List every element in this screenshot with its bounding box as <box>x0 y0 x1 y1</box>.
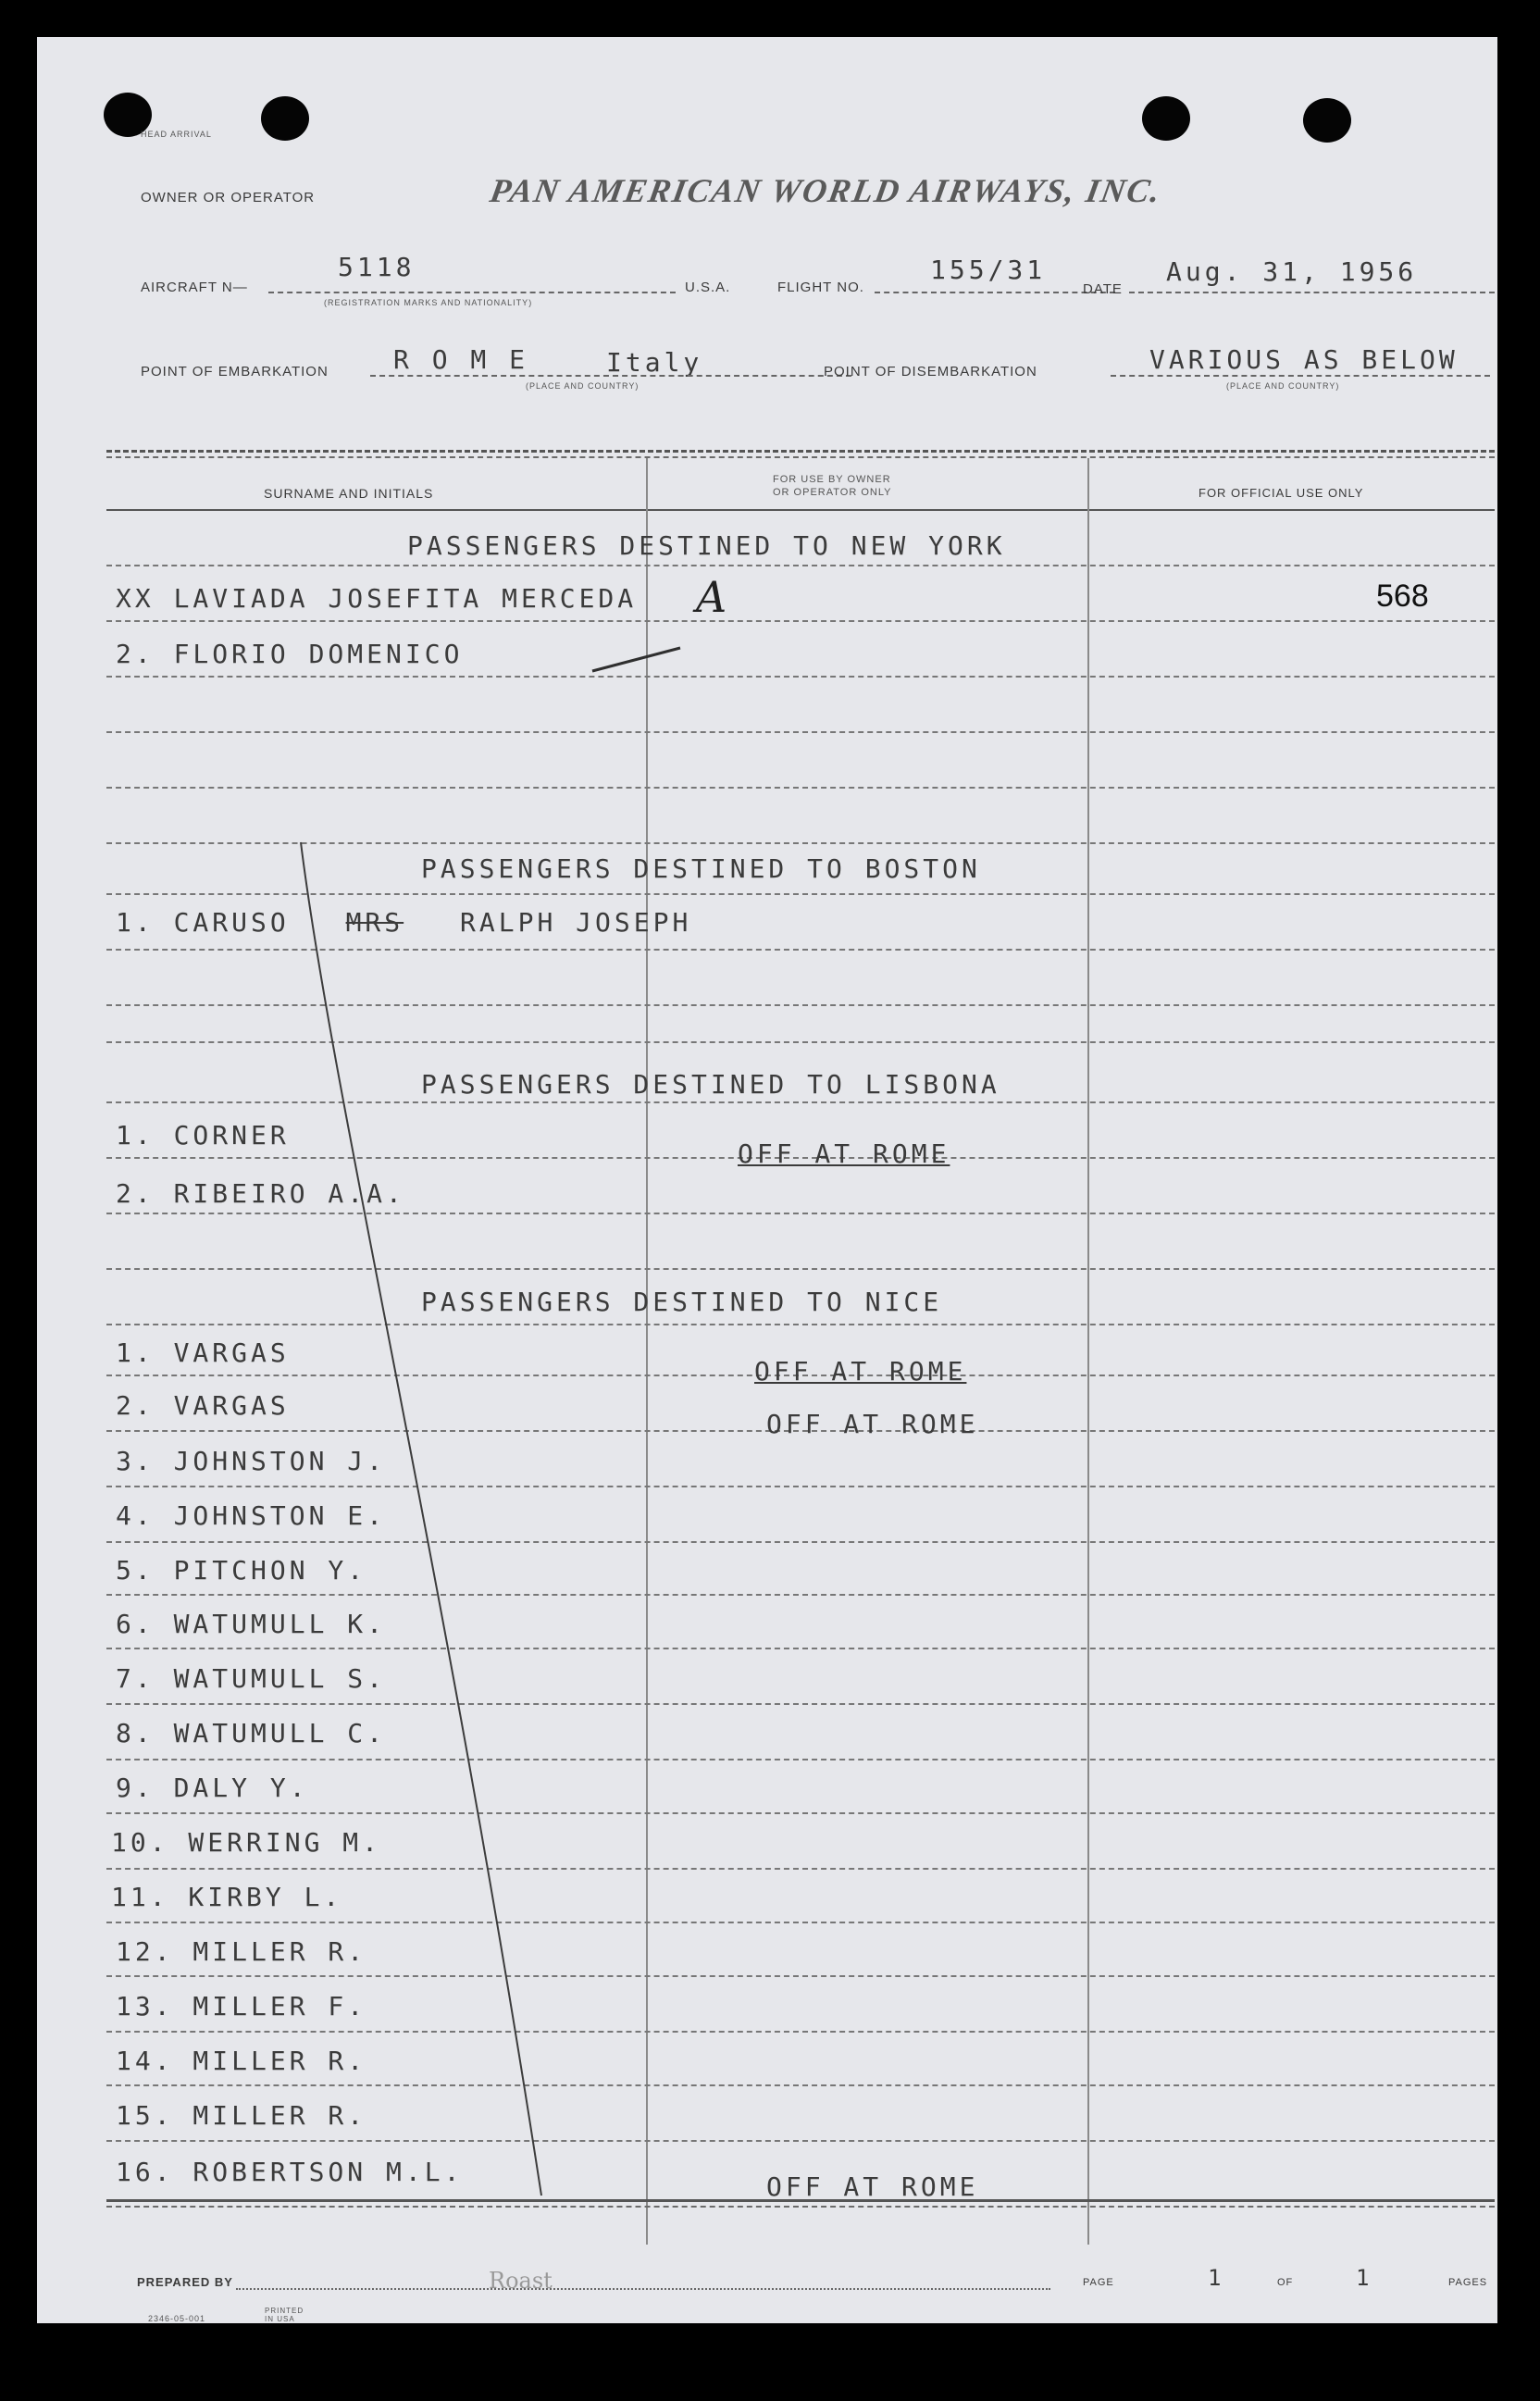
table-top-border <box>106 450 1495 453</box>
row-divider <box>106 1486 1495 1487</box>
manifest-sheet <box>37 37 1497 2323</box>
passenger-nice-1: 1. VARGAS <box>116 1337 290 1368</box>
column-owner-use-1: FOR USE BY OWNER <box>773 474 891 485</box>
row-divider <box>106 1324 1495 1325</box>
table-header-border <box>106 509 1495 511</box>
row-divider <box>106 2031 1495 2033</box>
of-value: 1 <box>1356 2265 1373 2291</box>
passenger-nice-12: 12. MILLER R. <box>116 1936 367 1967</box>
row-divider <box>106 949 1495 951</box>
row-divider <box>106 1594 1495 1596</box>
stamp-number: 568 <box>1376 578 1429 614</box>
section-lisbona: PASSENGERS DESTINED TO LISBONA <box>421 1069 1000 1100</box>
form-code: 2346-05-001 <box>148 2314 206 2323</box>
passenger-nice-13: 13. MILLER F. <box>116 1991 367 2022</box>
date-value: Aug. 31, 1956 <box>1166 256 1418 287</box>
aircraft-value: 5118 <box>338 252 416 282</box>
passenger-bos-1-surname: 1. CARUSO <box>116 907 290 938</box>
section-new-york: PASSENGERS DESTINED TO NEW YORK <box>407 530 1006 561</box>
embarkation-label: POINT OF EMBARKATION <box>141 364 329 379</box>
passenger-nice-11: 11. KIRBY L. <box>111 1882 343 1912</box>
prepared-by-underline <box>236 2288 1050 2290</box>
note-off-rome-lis-1: OFF AT ROME <box>738 1138 950 1169</box>
passenger-ny-1: XX LAVIADA JOSEFITA MERCEDA <box>116 583 638 614</box>
passenger-bos-1-struck: MRS <box>345 907 404 938</box>
disembarkation-label: POINT OF DISEMBARKATION <box>824 364 1037 379</box>
row-divider <box>106 1268 1495 1270</box>
note-off-rome-nice-2: OFF AT ROME <box>766 1409 979 1439</box>
row-divider <box>106 1922 1495 1923</box>
date-underline <box>1129 292 1495 293</box>
note-off-rome-nice-16: OFF AT ROME <box>766 2171 979 2202</box>
passenger-nice-3: 3. JOHNSTON J. <box>116 1446 387 1476</box>
row-divider <box>106 1812 1495 1814</box>
row-divider <box>106 1648 1495 1649</box>
flight-value: 155/31 <box>930 255 1047 285</box>
passenger-lis-2: 2. RIBEIRO A.A. <box>116 1178 405 1209</box>
passenger-nice-7: 7. WATUMULL S. <box>116 1663 387 1694</box>
owner-value: PAN AMERICAN WORLD AIRWAYS, INC. <box>487 172 1165 209</box>
owner-label: OWNER OR OPERATOR <box>141 190 316 205</box>
passenger-bos-1 <box>116 907 691 938</box>
row-divider <box>106 1975 1495 1977</box>
row-divider <box>106 1541 1495 1543</box>
note-off-rome-nice-1: OFF AT ROME <box>754 1356 967 1387</box>
passenger-nice-9: 9. DALY Y. <box>116 1773 309 1803</box>
passenger-nice-15: 15. MILLER R. <box>116 2100 367 2131</box>
row-divider <box>106 842 1495 844</box>
table-top-border-2 <box>106 456 1495 458</box>
row-divider <box>106 1101 1495 1103</box>
column-owner-use-2: OR OPERATOR ONLY <box>773 487 892 498</box>
table-bottom-border-2 <box>106 2206 1495 2208</box>
prepared-by-value: Roast <box>489 2268 553 2294</box>
passenger-nice-6: 6. WATUMULL K. <box>116 1609 387 1639</box>
passenger-lis-1: 1. CORNER <box>116 1120 290 1151</box>
column-official: FOR OFFICIAL USE ONLY <box>1198 486 1364 500</box>
column-surname: SURNAME AND INITIALS <box>264 486 434 501</box>
row-divider <box>106 893 1495 895</box>
passenger-nice-4: 4. JOHNSTON E. <box>116 1500 387 1531</box>
flight-label: FLIGHT NO. <box>777 280 864 295</box>
flight-underline <box>875 292 1115 293</box>
aircraft-label: AIRCRAFT N— <box>141 280 248 295</box>
row-divider <box>106 1759 1495 1760</box>
row-divider <box>106 676 1495 678</box>
disembarkation-underline <box>1111 375 1490 377</box>
section-boston: PASSENGERS DESTINED TO BOSTON <box>421 853 981 884</box>
head-arrival-label: HEAD ARRIVAL <box>141 130 212 139</box>
section-nice: PASSENGERS DESTINED TO NICE <box>421 1287 943 1317</box>
row-divider <box>106 1004 1495 1006</box>
table-bottom-border <box>106 2199 1495 2202</box>
disembarkation-note: (PLACE AND COUNTRY) <box>1226 381 1340 391</box>
page-label: PAGE <box>1083 2277 1114 2288</box>
prepared-by-label: PREPARED BY <box>137 2275 233 2289</box>
passenger-bos-1-given: RALPH JOSEPH <box>460 907 692 938</box>
printed-note: PRINTED IN USA <box>265 2307 304 2323</box>
pages-label: PAGES <box>1448 2277 1488 2288</box>
embarkation-country: Italy <box>606 347 703 378</box>
of-label: OF <box>1277 2277 1294 2288</box>
embarkation-note: (PLACE AND COUNTRY) <box>526 381 640 391</box>
passenger-nice-5: 5. PITCHON Y. <box>116 1555 367 1586</box>
embarkation-underline <box>370 375 851 377</box>
passenger-ny-2: 2. FLORIO DOMENICO <box>116 639 464 669</box>
usa-label: U.S.A. <box>685 280 731 295</box>
passenger-nice-10: 10. WERRING M. <box>111 1827 382 1858</box>
passenger-nice-8: 8. WATUMULL C. <box>116 1718 387 1748</box>
passenger-nice-2: 2. VARGAS <box>116 1390 290 1421</box>
page-value: 1 <box>1208 2265 1225 2291</box>
passenger-nice-16: 16. ROBERTSON M.L. <box>116 2157 464 2187</box>
row-divider <box>106 731 1495 733</box>
registration-note: (REGISTRATION MARKS AND NATIONALITY) <box>324 298 533 307</box>
passenger-nice-14: 14. MILLER R. <box>116 2046 367 2076</box>
handwritten-mark: A <box>696 572 727 622</box>
row-divider <box>106 565 1495 566</box>
row-divider <box>106 1868 1495 1870</box>
date-label: DATE <box>1083 281 1123 297</box>
aircraft-underline <box>268 292 676 293</box>
punch-hole-2 <box>261 96 309 141</box>
embarkation-city: R O M E <box>393 344 529 375</box>
disembarkation-value: VARIOUS AS BELOW <box>1149 344 1459 375</box>
row-divider <box>106 2084 1495 2086</box>
row-divider <box>106 620 1495 622</box>
punch-hole-4 <box>1303 98 1351 143</box>
punch-hole-3 <box>1142 96 1190 141</box>
row-divider <box>106 787 1495 789</box>
row-divider <box>106 1703 1495 1705</box>
row-divider <box>106 1213 1495 1214</box>
row-divider <box>106 2140 1495 2142</box>
row-divider <box>106 1041 1495 1043</box>
